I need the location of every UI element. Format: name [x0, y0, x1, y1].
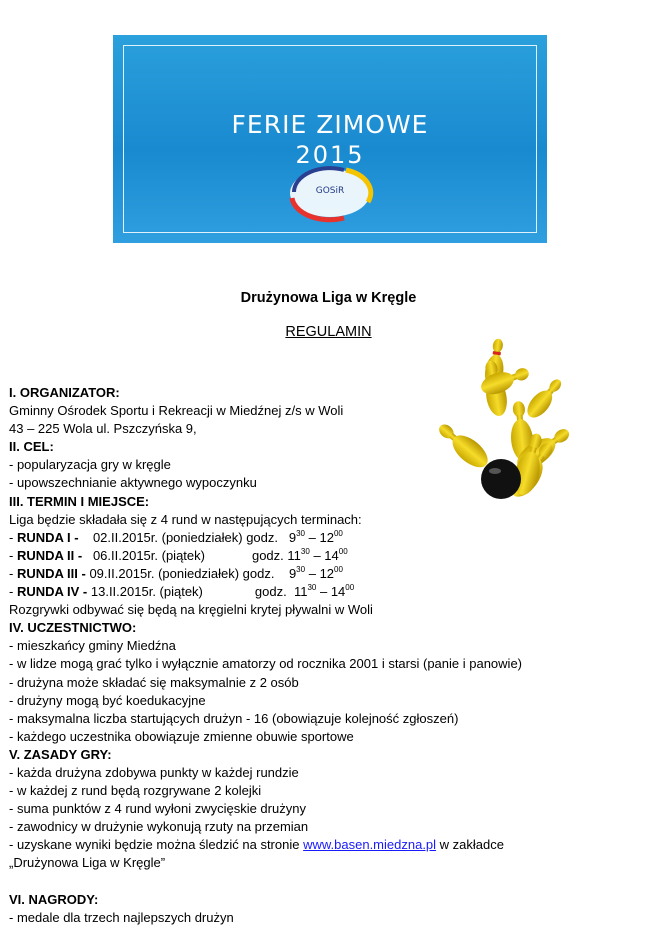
prizes-line: - medale dla trzech najlepszych drużyn: [9, 909, 234, 925]
round-end-min: 00: [333, 528, 343, 538]
rules-results-line: [9, 836, 654, 854]
schedule-outro: Rozgrywki odbywać się będą na kręgielni krytej pływalni w Woli: [9, 602, 373, 618]
round-row: [9, 529, 654, 547]
goal-line: - popularyzacja gry w kręgle: [9, 457, 171, 473]
round-row: [9, 565, 654, 583]
round-godz: godz.: [242, 565, 275, 581]
round-start: 11: [287, 547, 301, 563]
gosir-logo: [284, 162, 376, 224]
regulations-body: [9, 384, 654, 927]
section-heading-organizer: I. ORGANIZATOR:: [9, 385, 120, 400]
round-godz: godz.: [246, 529, 278, 545]
round-label: RUNDA IV -: [16, 584, 88, 600]
results-text-after: w zakładce: [436, 837, 504, 853]
round-prefix: -: [9, 529, 17, 545]
website-link[interactable]: www.basen.miedzna.pl: [303, 837, 437, 853]
round-end: 12: [319, 565, 335, 581]
round-start: 9: [288, 529, 297, 545]
round-end-min: 00: [345, 583, 355, 593]
section-heading-prizes: VI. NAGRODY:: [9, 891, 99, 907]
spacer: [9, 873, 654, 891]
banner-image: [113, 35, 547, 243]
round-godz: godz.: [254, 584, 287, 600]
round-start-min: 30: [307, 583, 317, 593]
round-end-min: 00: [334, 564, 343, 574]
participants-line: - mieszkańcy gminy Miedźna: [9, 638, 176, 654]
round-godz: godz.: [251, 547, 284, 563]
document-subtitle: REGULAMIN: [285, 324, 372, 340]
round-prefix: -: [9, 584, 17, 600]
round-dash: –: [308, 565, 316, 581]
round-prefix: -: [9, 547, 17, 563]
round-end-min: 00: [338, 546, 348, 556]
participants-line: - drużyna może składać się maksymalnie z 2 osób: [9, 674, 299, 690]
round-date: 13.II.2015r. (piątek): [90, 584, 203, 600]
round-label: RUNDA I -: [16, 529, 79, 545]
results-text: - uzyskane wyniki będzie można śledzić na stronie: [9, 837, 304, 853]
document-title: Drużynowa Liga w Kręgle: [240, 290, 417, 306]
rules-line: - suma punktów z 4 rund wyłoni zwycięskie drużyny: [9, 801, 306, 817]
participants-line: - w lidze mogą grać tylko i wyłącznie amatorzy od rocznika 2001 i starsi (panie i panowie): [9, 656, 522, 672]
section-heading-schedule: III. TERMIN I MIEJSCE:: [9, 493, 150, 509]
round-date: 02.II.2015r. (poniedziałek): [92, 529, 243, 545]
round-date: 09.II.2015r. (poniedziałek): [89, 565, 240, 581]
banner-year: 2015: [295, 141, 365, 169]
round-dash: –: [308, 529, 316, 545]
round-start-min: 30: [296, 528, 305, 538]
logo-text: GOSiR: [315, 186, 345, 196]
rules-line: - w każdej z rund będą rozgrywane 2 kolejki: [9, 783, 262, 799]
round-dash: –: [313, 547, 321, 563]
section-heading-goal: II. CEL:: [9, 439, 54, 455]
banner-title: FERIE ZIMOWE: [231, 110, 429, 139]
round-row: [9, 547, 654, 565]
round-row: [9, 583, 654, 601]
rules-line: - zawodnicy w drużynie wykonują rzuty na przemian: [9, 819, 309, 835]
round-dash: –: [319, 584, 328, 600]
organizer-line: Gminny Ośrodek Sportu i Rekreacji w Miedźnej z/s w Woli: [9, 403, 344, 419]
round-start: 9: [288, 565, 297, 581]
rules-line: - każda drużyna zdobywa punkty w każdej rundzie: [9, 764, 299, 780]
schedule-intro: Liga będzie składała się z 4 rund w następujących terminach:: [9, 511, 362, 527]
round-start: 11: [293, 584, 308, 600]
section-heading-participants: IV. UCZESTNICTWO:: [9, 620, 137, 636]
section-heading-rules: V. ZASADY GRY:: [9, 746, 112, 762]
round-start-min: 30: [300, 546, 310, 556]
round-end: 14: [324, 547, 339, 563]
goal-line: - upowszechnianie aktywnego wypoczynku: [9, 475, 257, 491]
results-tab-name: „Drużynowa Liga w Kręgle”: [9, 855, 166, 871]
round-end: 14: [330, 584, 346, 600]
organizer-line: 43 – 225 Wola ul. Pszczyńska 9,: [9, 421, 197, 437]
round-prefix: -: [9, 565, 17, 581]
round-label: RUNDA III -: [16, 565, 86, 581]
round-label: RUNDA II -: [16, 547, 83, 563]
participants-line: - każdego uczestnika obowiązuje zmienne obuwie sportowe: [9, 728, 354, 744]
round-date: 06.II.2015r. (piątek): [92, 547, 205, 563]
participants-line: - maksymalna liczba startujących drużyn - 16 (obowiązuje kolejność zgłoszeń): [9, 710, 459, 726]
round-start-min: 30: [296, 564, 306, 574]
round-end: 12: [319, 529, 334, 545]
participants-line: - drużyny mogą być koedukacyjne: [9, 692, 206, 708]
